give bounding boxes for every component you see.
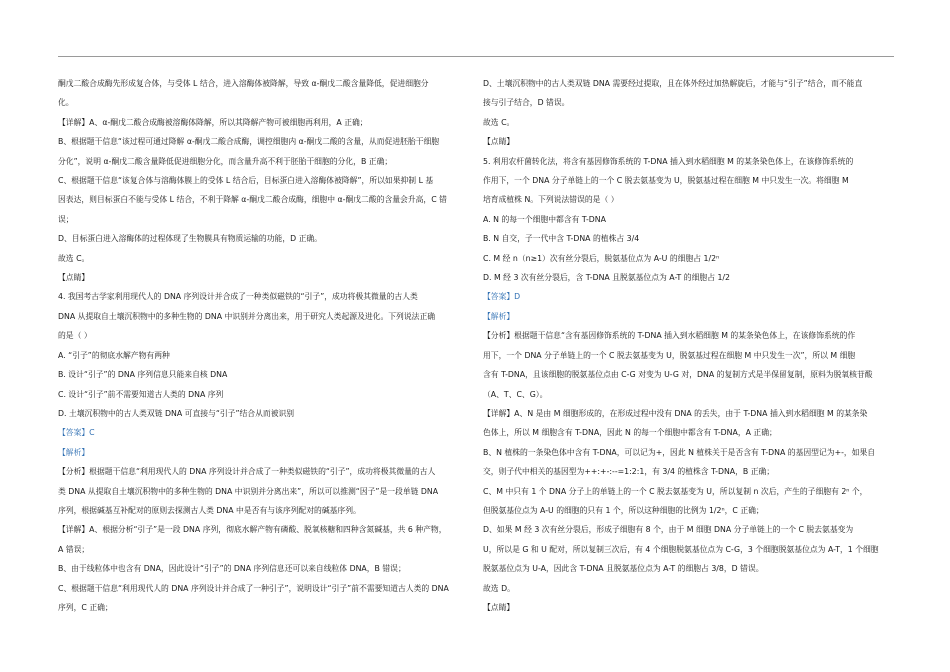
text-line: 【分析】根据题干信息“含有基因修饰系统的 T-DNA 插入到水稻细胞 M 的某条染色体上，在该修饰系统的作 xyxy=(483,331,856,341)
option-line: C. M 经 n（n≥1）次有丝分裂后，脱氨基位点为 A-U 的细胞占 1/2ⁿ xyxy=(483,253,720,263)
header-rule xyxy=(58,56,894,57)
text-line: 分化”，说明 α-酮戊二酸含量降低促进细胞分化，而含量升高不利于胚胎干细胞的分化，B 正确； xyxy=(58,156,393,166)
option-line: A. N 的每一个细胞中都含有 T-DNA xyxy=(483,214,606,224)
section-tag: 【点睛】 xyxy=(483,137,515,147)
answer-tag: 【答案】C xyxy=(58,428,95,438)
question-line: DNA 从提取自土壤沉积物中的多种生物的 DNA 中识别并分离出来，用于研究人类起源及进化。下列说法正确 xyxy=(58,311,436,321)
text-line: 脱氨基位点为 U-A，因此含 T-DNA 且脱氨基位点为 A-T 的细胞占 3/8，D 错误。 xyxy=(483,564,764,574)
text-line: 用下，一个 DNA 分子单链上的一个 C 脱去氨基变为 U，脱氨基过程在细胞 M 中只发生一次”，所以 M 细胞 xyxy=(483,350,856,360)
text-line: 故选 D。 xyxy=(483,583,515,593)
text-line: C、根据题干信息“该复合体与溶酶体膜上的受体 L 结合后，目标蛋白进入溶酶体被降解”，所以如果抑制 L 基 xyxy=(58,176,434,186)
section-tag: 【点睛】 xyxy=(58,273,90,283)
text-line: D、目标蛋白进入溶酶体的过程体现了生物膜具有物质运输的功能，D 正确。 xyxy=(58,234,322,244)
text-line: D、如果 M 经 3 次有丝分裂后，形成子细胞有 8 个，由于 M 细胞 DNA 分子单链上的一个 C 脱去氨基变为 xyxy=(483,525,854,535)
question-line: 4. 我国考古学家利用现代人的 DNA 序列设计并合成了一种类似磁铁的“引子”，成功将极其微量的古人类 xyxy=(58,292,418,302)
text-line: A 错误； xyxy=(58,544,90,554)
text-line: 【详解】A、α-酮戊二酸合成酶被溶酶体降解，所以其降解产物可被细胞再利用，A 正确； xyxy=(58,117,368,127)
right-column xyxy=(483,74,893,617)
option-line: D. 土壤沉积物中的古人类双链 DNA 可直接与“引子”结合从而被识别 xyxy=(58,408,295,418)
text-line: 因表达，则目标蛋白不能与受体 L 结合，不利于降解 α-酮戊二酸合成酶，细胞中 α-酮戊二酸的含量会升高，C 错 xyxy=(58,195,447,205)
question-line: 培育成植株 N。下列说法错误的是（ ） xyxy=(483,195,619,205)
text-line: B、由于线粒体中也含有 DNA，因此设计“引子”的 DNA 序列信息还可以来自线粒体 DNA，B 错误； xyxy=(58,564,406,574)
analysis-tag: 【解析】 xyxy=(58,447,90,457)
text-line: U，所以是 G 和 U 配对，所以复制三次后，有 4 个细胞脱氨基位点为 C-G，3 个细胞脱氨基位点为 A-T，1 个细胞 xyxy=(483,544,879,554)
question-line: 的是（ ） xyxy=(58,331,92,341)
text-line: D、土壤沉积物中的古人类双链 DNA 需要经过提取，且在体外经过加热解旋后，才能与“引子”结合，而不能直 xyxy=(483,79,863,88)
text-line: C、根据题干信息“利用现代人的 DNA 序列设计并合成了一种引子”，说明设计“引子”前不需要知道古人类的 DNA xyxy=(58,583,449,593)
text-line: B、N 植株的一条染色体中含有 T-DNA，可以记为+，因此 N 植株关于是否含有 T-DNA 的基因型记为+-，如果自 xyxy=(483,447,876,457)
text-line: 【详解】A、N 是由 M 细胞形成的，在形成过程中没有 DNA 的丢失，由于 T-DNA 插入到水稻细胞 M 的某条染 xyxy=(483,408,868,418)
text-line: 【详解】A、根据分析“引子”是一段 DNA 序列，彻底水解产物有磷酸、脱氧核糖和四种含氮碱基，共 6 种产物， xyxy=(58,525,447,535)
text-line: C、M 中只有 1 个 DNA 分子上的单链上的一个 C 脱去氨基变为 U，所以复制 n 次后，产生的子细胞有 2ⁿ 个， xyxy=(483,486,868,496)
left-column xyxy=(58,74,468,617)
text-line: 但脱氨基位点为 A-U 的细胞的只有 1 个，所以这种细胞的比例为 1/2ⁿ，C 正确； xyxy=(483,505,764,515)
text-line: 类 DNA 从提取自土壤沉积物中的多种生物的 DNA 中识别并分离出来”，所以可以推测“因子”是一段单链 DNA xyxy=(58,486,439,496)
text-line: 交，则子代中相关的基因型为++:+-:--=1:2:1，有 3/4 的植株含 T-DNA，B 正确； xyxy=(483,467,775,477)
text-line: B、根据题干信息“该过程可通过降解 α-酮戊二酸合成酶，调控细胞内 α-酮戊二酸的含量，从而促进胚胎干细胞 xyxy=(58,137,440,147)
text-line: 【分析】根据题干信息“利用现代人的 DNA 序列设计并合成了一种类似磁铁的“引子”，成功将极其微量的古人 xyxy=(58,467,436,477)
text-line: （A、T、C、G）。 xyxy=(483,389,548,399)
text-line: 接与引子结合，D 错误。 xyxy=(483,98,570,108)
option-line: D. M 经 3 次有丝分裂后，含 T-DNA 且脱氨基位点为 A-T 的细胞占 1/2 xyxy=(483,273,731,283)
option-line: B. N 自交，子一代中含 T-DNA 的植株占 3/4 xyxy=(483,234,640,244)
text-line: 序列，根据碱基互补配对的原则去探测古人类 DNA 中是否有与该序列配对的碱基序列。 xyxy=(58,505,361,515)
section-tag: 【点睛】 xyxy=(483,602,515,612)
text-line: 化。 xyxy=(58,98,74,108)
question-line: 作用下，一个 DNA 分子单链上的一个 C 脱去氨基变为 U，脱氨基过程在细胞 M 中只发生一次。将细胞 M xyxy=(483,176,849,186)
text-line: 含有 T-DNA，且该细胞的脱氨基位点由 C-G 对变为 U-G 对，DNA 的复制方式是半保留复制，原料为脱氧核苷酸 xyxy=(483,370,873,380)
analysis-tag: 【解析】 xyxy=(483,311,515,321)
text-line: 色体上，所以 M 细胞含有 T-DNA，因此 N 的每一个细胞中都含有 T-DNA，A 正确； xyxy=(483,428,777,438)
option-line: C. 设计“引子”前不需要知道古人类的 DNA 序列 xyxy=(58,389,224,399)
answer-tag: 【答案】D xyxy=(483,292,521,302)
text-line: 序列，C 正确； xyxy=(58,602,113,612)
text-line: 误； xyxy=(58,214,74,224)
text-line: 故选 C。 xyxy=(483,117,515,127)
option-line: A. “引子”的彻底水解产物有两种 xyxy=(58,350,170,360)
option-line: B. 设计“引子”的 DNA 序列信息只能来自核 DNA xyxy=(58,370,228,380)
question-line: 5. 利用农杆菌转化法，将含有基因修饰系统的 T-DNA 插入到水稻细胞 M 的某条染色体上，在该修饰系统的 xyxy=(483,156,854,166)
text-line: 故选 C。 xyxy=(58,253,90,263)
text-line: 酮戊二酸合成酶先形成复合体，与受体 L 结合，进入溶酶体被降解，导致 α-酮戊二酸含量降低，促进细胞分 xyxy=(58,79,429,88)
